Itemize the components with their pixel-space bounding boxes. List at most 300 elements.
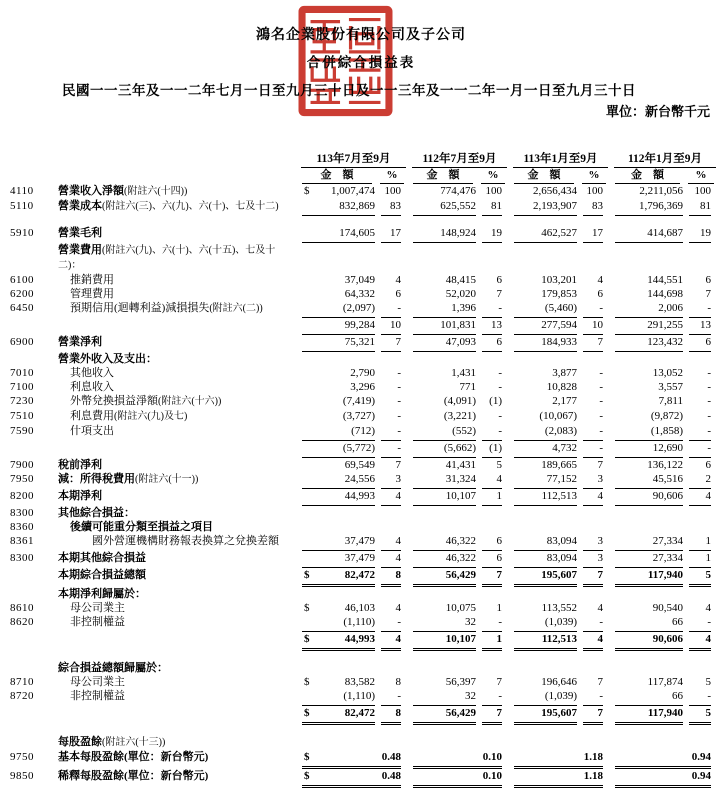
amount-cell: $ 83,582 — [304, 676, 375, 688]
percent-cell: 7 — [496, 288, 502, 300]
percent-cell: (1) — [479, 441, 510, 458]
table-row — [10, 587, 719, 601]
account-code: 6100 — [10, 274, 34, 286]
amount-cell: 148,924 — [409, 226, 479, 243]
eps-value-cell: $ 0.48 — [298, 750, 409, 769]
table-row — [10, 409, 719, 424]
amount-cell: 277,594 — [510, 318, 580, 335]
spacer-row — [10, 216, 719, 226]
account-label: 營業費用 — [58, 244, 102, 256]
percent-cell: 4 — [597, 602, 603, 614]
percent-cell: 8 — [378, 706, 409, 725]
percent-cell: 83 — [378, 199, 409, 216]
percent-cell: 6 — [597, 288, 603, 300]
amount-cell: 90,606 — [611, 632, 686, 651]
percent-cell: 7 — [395, 459, 401, 471]
dollar-sign: $ — [304, 707, 310, 719]
eps-value-cell: 0.10 — [409, 769, 510, 788]
amount-cell: 3,296 — [350, 381, 375, 393]
account-label: 什項支出 — [70, 425, 114, 437]
currency-unit: 單位：新台幣千元 — [605, 104, 710, 119]
amount-cell: 1,431 — [451, 367, 476, 379]
amount-cell: $ 44,993 — [298, 632, 378, 651]
amount-cell: (5,662) — [409, 441, 479, 458]
amount-cell: (9,872) — [650, 410, 683, 422]
amount-cell: 31,324 — [409, 472, 479, 489]
amount-cell: 771 — [459, 381, 476, 393]
percent-cell: 6 — [479, 335, 510, 352]
eps-value-cell: 0.94 — [611, 769, 719, 788]
account-label: 本期淨利 — [58, 490, 102, 502]
percent-cell: 7 — [705, 288, 711, 300]
table-row — [10, 750, 719, 769]
amount-cell: 48,415 — [445, 274, 476, 286]
account-code: 5910 — [10, 227, 34, 239]
percent-cell: 81 — [686, 199, 719, 216]
amount-cell: 83,094 — [510, 534, 580, 551]
eps-value-cell: 0.94 — [611, 750, 719, 769]
percent-cell: 4 — [705, 602, 711, 614]
company-name: 鴻名企業股份有限公司及子公司 — [256, 28, 466, 43]
amount-cell: 46,322 — [409, 551, 479, 568]
percent-cell: 4 — [395, 602, 401, 614]
account-note: (附註六(十六)) — [158, 396, 222, 407]
percent-cell: 6 — [479, 551, 510, 568]
account-code: 8300 — [10, 552, 34, 564]
dollar-sign: $ — [304, 185, 310, 197]
percent-cell: 4 — [597, 274, 603, 286]
amount-cell: (5,460) — [510, 301, 580, 318]
percent-cell: 7 — [479, 568, 510, 587]
percent-cell: 13 — [686, 318, 719, 335]
percent-cell: 2 — [686, 472, 719, 489]
amount-cell: 37,479 — [298, 534, 378, 551]
percent-cell: - — [397, 381, 401, 393]
amount-column-header: 金 額 — [298, 168, 378, 184]
percent-cell: 4 — [686, 632, 719, 651]
percent-cell: - — [599, 410, 603, 422]
percent-cell: 4 — [479, 472, 510, 489]
percent-column-header: % — [479, 168, 510, 184]
account-code: 8360 — [10, 521, 34, 533]
account-label: 外幣兌換損益淨額 — [70, 395, 158, 407]
dollar-sign: $ — [304, 751, 310, 763]
table-row — [10, 199, 719, 216]
percent-cell: 7 — [496, 676, 502, 688]
amount-cell: 37,049 — [344, 274, 375, 286]
account-code — [10, 568, 58, 587]
account-note: (附註六(十四)) — [124, 186, 188, 197]
amount-cell: (1,110) — [298, 689, 378, 706]
amount-cell: 832,869 — [298, 199, 378, 216]
account-note: (附註六(十三)) — [102, 737, 166, 748]
amount-cell: 64,332 — [344, 288, 375, 300]
amount-cell: 625,552 — [409, 199, 479, 216]
amount-cell: 45,516 — [611, 472, 686, 489]
amount-cell: 75,321 — [298, 335, 378, 352]
account-label: 國外營運機構財務報表換算之兌換差額 — [92, 535, 279, 547]
amount-cell: 10,107 — [409, 489, 479, 506]
account-label: 每股盈餘 — [58, 736, 102, 748]
percent-cell: 6 — [479, 534, 510, 551]
amount-cell: 3,877 — [552, 367, 577, 379]
eps-value-cell: 1.18 — [510, 750, 611, 769]
amount-cell: (3,727) — [342, 410, 375, 422]
amount-cell: 144,551 — [647, 274, 683, 286]
amount-cell: 44,993 — [298, 489, 378, 506]
amount-cell: 291,255 — [611, 318, 686, 335]
amount-cell: 174,605 — [298, 226, 378, 243]
percent-cell: - — [479, 301, 510, 318]
amount-cell: 144,698 — [647, 288, 683, 300]
percent-cell: 1 — [686, 551, 719, 568]
amount-cell: 41,431 — [445, 459, 476, 471]
amount-cell: (2,097) — [298, 301, 378, 318]
table-row — [10, 301, 719, 318]
percent-cell: 6 — [705, 274, 711, 286]
table-row — [10, 675, 719, 689]
percent-cell: - — [580, 441, 611, 458]
table-row — [10, 226, 719, 243]
percent-cell: - — [378, 441, 409, 458]
account-code — [10, 587, 58, 601]
account-code: 7230 — [10, 395, 34, 407]
account-label: 管理費用 — [70, 288, 114, 300]
percent-cell: 6 — [496, 274, 502, 286]
period-header: 113年1月至9月 — [510, 152, 611, 168]
account-label: 推銷費用 — [70, 274, 114, 286]
dollar-sign: $ — [304, 770, 310, 782]
period-header: 113年7月至9月 — [298, 152, 409, 168]
account-label: 綜合損益總額歸屬於： — [58, 662, 168, 674]
account-code — [10, 243, 58, 273]
amount-cell: 123,432 — [611, 335, 686, 352]
amount-cell: 117,940 — [611, 706, 686, 725]
income-statement-table — [10, 152, 719, 788]
table-row — [10, 394, 719, 409]
account-label: 預期信用(迴轉利益)減損損失 — [70, 302, 210, 314]
percent-cell: 7 — [378, 335, 409, 352]
amount-cell: $ 82,472 — [298, 568, 378, 587]
account-label: 後續可能重分類至損益之項目 — [70, 521, 213, 533]
amount-cell: 2,656,434 — [533, 185, 577, 197]
account-code: 8610 — [10, 602, 34, 614]
amount-cell: 90,540 — [652, 602, 683, 614]
percent-cell: (1) — [489, 395, 502, 407]
amount-cell: 189,665 — [541, 459, 577, 471]
percent-cell: - — [707, 381, 711, 393]
spacer-row — [10, 725, 719, 735]
amount-cell: 27,334 — [611, 534, 686, 551]
account-code: 8300 — [10, 507, 34, 519]
account-label: 稅前淨利 — [58, 459, 102, 471]
amount-cell: $ 46,103 — [304, 602, 375, 614]
percent-cell: 5 — [686, 706, 719, 725]
amount-cell: 77,152 — [510, 472, 580, 489]
spacer-row — [10, 651, 719, 661]
percent-cell: 13 — [479, 318, 510, 335]
amount-cell: (712) — [298, 424, 378, 441]
account-code — [10, 632, 58, 651]
table-row — [10, 318, 719, 335]
percent-cell: 4 — [378, 534, 409, 551]
percent-cell: - — [378, 615, 409, 632]
percent-cell: 19 — [479, 226, 510, 243]
account-code — [10, 352, 58, 366]
amount-cell: 99,284 — [298, 318, 378, 335]
amount-cell: 774,476 — [440, 185, 476, 197]
percent-cell: 1 — [479, 489, 510, 506]
percent-cell: 4 — [378, 632, 409, 651]
amount-cell: 117,940 — [611, 568, 686, 587]
amount-cell: (1,039) — [510, 615, 580, 632]
statement-title: 合併綜合損益表 — [306, 55, 416, 70]
amount-cell: 46,322 — [409, 534, 479, 551]
amount-cell: (1,110) — [298, 615, 378, 632]
amount-cell: 90,606 — [611, 489, 686, 506]
amount-cell: 27,334 — [611, 551, 686, 568]
amount-cell: $ 82,472 — [298, 706, 378, 725]
percent-cell: - — [397, 395, 401, 407]
percent-cell: - — [599, 381, 603, 393]
account-label: 本期綜合損益總額 — [58, 569, 146, 581]
account-label: 營業外收入及支出： — [58, 353, 157, 365]
account-code: 8710 — [10, 676, 34, 688]
amount-cell: 2,177 — [552, 395, 577, 407]
percent-cell: - — [580, 689, 611, 706]
amount-cell: 52,020 — [445, 288, 476, 300]
account-code: 7900 — [10, 459, 34, 471]
amount-cell: 103,201 — [541, 274, 577, 286]
amount-cell: 83,094 — [510, 551, 580, 568]
percent-cell: 10 — [580, 318, 611, 335]
company-seal-icon — [298, 5, 393, 117]
percent-cell: - — [498, 381, 502, 393]
amount-cell: 47,093 — [409, 335, 479, 352]
percent-cell: 19 — [686, 226, 719, 243]
percent-cell: - — [686, 424, 719, 441]
amount-cell: 10,828 — [546, 381, 577, 393]
statement-table-body — [10, 184, 719, 788]
percent-cell: - — [686, 615, 719, 632]
amount-cell: 1,796,369 — [611, 199, 686, 216]
account-label: 營業成本 — [58, 200, 102, 212]
percent-cell: 81 — [479, 199, 510, 216]
percent-cell: 6 — [395, 288, 401, 300]
account-label: 其他收入 — [70, 367, 114, 379]
percent-cell: - — [580, 424, 611, 441]
account-code: 9850 — [10, 770, 34, 782]
percent-cell: 3 — [580, 472, 611, 489]
percent-cell: - — [707, 410, 711, 422]
percent-cell: - — [479, 689, 510, 706]
amount-cell: (2,083) — [510, 424, 580, 441]
amount-cell: 112,513 — [510, 632, 580, 651]
account-note: (附註六(十一)) — [135, 474, 199, 485]
account-note: (附註六(三)、六(九)、六(十)、七及十二) — [102, 201, 279, 212]
percent-cell: - — [686, 689, 719, 706]
amount-cell: $ 1,007,474 — [304, 185, 375, 197]
eps-value-cell: $ 0.48 — [298, 769, 409, 788]
account-code — [10, 441, 58, 458]
account-code: 7100 — [10, 381, 34, 393]
account-note: (附註六(九)、六(十)、六(十五)、七及十二)： — [58, 245, 276, 271]
eps-value-cell: 1.18 — [510, 769, 611, 788]
account-code: 6450 — [10, 302, 34, 314]
account-code: 6900 — [10, 336, 34, 348]
percent-cell: 5 — [705, 676, 711, 688]
amount-cell: (552) — [409, 424, 479, 441]
document-header — [0, 0, 722, 119]
amount-cell: 10,107 — [409, 632, 479, 651]
dollar-sign: $ — [304, 633, 310, 645]
account-label: 母公司業主 — [70, 602, 125, 614]
percent-cell: 8 — [395, 676, 401, 688]
percent-cell: - — [397, 410, 401, 422]
amount-cell: 113,552 — [541, 602, 577, 614]
table-row — [10, 472, 719, 489]
table-row — [10, 184, 719, 199]
account-label: 本期其他綜合損益 — [58, 552, 146, 564]
account-note: (附註六(九)及七) — [114, 411, 188, 422]
account-code — [10, 706, 58, 725]
account-label: 利息收入 — [70, 381, 114, 393]
account-code: 4110 — [10, 185, 34, 197]
account-code: 7950 — [10, 473, 34, 485]
amount-cell: 117,874 — [647, 676, 683, 688]
percent-cell: 17 — [580, 226, 611, 243]
table-row — [10, 366, 719, 380]
table-row — [10, 287, 719, 301]
percent-cell: 3 — [580, 551, 611, 568]
table-row — [10, 769, 719, 788]
account-label: 營業收入淨額 — [58, 185, 124, 197]
amount-column-header: 金 額 — [510, 168, 580, 184]
table-row — [10, 689, 719, 706]
percent-cell: - — [498, 367, 502, 379]
amount-cell: 2,790 — [350, 367, 375, 379]
amount-cell: 136,122 — [647, 459, 683, 471]
dollar-sign: $ — [304, 602, 310, 614]
amount-cell: 32 — [409, 615, 479, 632]
percent-cell: 100 — [586, 185, 603, 197]
percent-cell: - — [397, 367, 401, 379]
percent-cell: 5 — [496, 459, 502, 471]
percent-cell: - — [378, 301, 409, 318]
amount-cell: 462,527 — [510, 226, 580, 243]
amount-cell: 3,557 — [658, 381, 683, 393]
account-code — [10, 318, 58, 335]
account-code: 9750 — [10, 751, 34, 763]
amount-cell: (5,772) — [298, 441, 378, 458]
percent-cell: - — [498, 410, 502, 422]
account-code: 7010 — [10, 367, 34, 379]
percent-cell: - — [378, 424, 409, 441]
table-row — [10, 506, 719, 520]
amount-cell: (7,419) — [342, 395, 375, 407]
percent-cell: - — [479, 424, 510, 441]
account-label: 營業淨利 — [58, 336, 102, 348]
period-header: 112年1月至9月 — [611, 152, 719, 168]
percent-cell: - — [599, 395, 603, 407]
amount-cell: 69,549 — [344, 459, 375, 471]
percent-cell: 1 — [479, 632, 510, 651]
percent-cell: - — [707, 395, 711, 407]
table-row — [10, 243, 719, 273]
amount-cell: (3,221) — [443, 410, 476, 422]
amount-cell: 414,687 — [611, 226, 686, 243]
amount-cell: 179,853 — [541, 288, 577, 300]
table-row — [10, 601, 719, 615]
amount-cell: 56,429 — [409, 706, 479, 725]
amount-cell: 56,429 — [409, 568, 479, 587]
amount-cell: 1,396 — [409, 301, 479, 318]
percent-cell: 3 — [378, 472, 409, 489]
amount-column-header: 金 額 — [409, 168, 479, 184]
account-label: 母公司業主 — [70, 676, 125, 688]
table-row — [10, 458, 719, 472]
account-label: 減：所得稅費用 — [58, 473, 135, 485]
account-label: 稀釋每股盈餘(單位：新台幣元) — [58, 770, 209, 782]
table-row — [10, 489, 719, 506]
account-code: 6200 — [10, 288, 34, 300]
table-row — [10, 632, 719, 651]
period-header: 112年7月至9月 — [409, 152, 510, 168]
table-row — [10, 441, 719, 458]
table-row — [10, 335, 719, 352]
amount-cell: (4,091) — [443, 395, 476, 407]
percent-cell: 1 — [686, 534, 719, 551]
period-line: 民國一一三年及一一二年七月一日至九月三十日及一一三年及一一二年一月一日至九月三十日 — [62, 83, 636, 98]
percent-cell: 10 — [378, 318, 409, 335]
table-row — [10, 380, 719, 394]
percent-cell: 17 — [378, 226, 409, 243]
percent-cell: 3 — [580, 534, 611, 551]
amount-cell: 66 — [611, 615, 686, 632]
account-code: 8361 — [10, 535, 34, 547]
amount-cell: 37,479 — [298, 551, 378, 568]
amount-cell: 112,513 — [510, 489, 580, 506]
percent-cell: 5 — [686, 568, 719, 587]
amount-cell: 196,646 — [541, 676, 577, 688]
account-code: 8200 — [10, 490, 34, 502]
amount-column-header: 金 額 — [611, 168, 686, 184]
percent-cell: 4 — [378, 489, 409, 506]
percent-cell: - — [580, 301, 611, 318]
table-row — [10, 534, 719, 551]
amount-cell: 2,211,056 — [639, 185, 683, 197]
account-code — [10, 735, 58, 750]
percent-cell: 8 — [378, 568, 409, 587]
table-row — [10, 706, 719, 725]
percent-column-header: % — [580, 168, 611, 184]
account-code: 5110 — [10, 200, 34, 212]
table-row — [10, 661, 719, 675]
table-row — [10, 735, 719, 750]
table-row — [10, 273, 719, 287]
percent-cell: 100 — [485, 185, 502, 197]
amount-cell: 4,732 — [510, 441, 580, 458]
percent-cell: 100 — [694, 185, 711, 197]
account-label: 營業毛利 — [58, 227, 102, 239]
percent-column-header: % — [378, 168, 409, 184]
account-label: 非控制權益 — [70, 690, 125, 702]
percent-cell: 4 — [580, 632, 611, 651]
table-row — [10, 551, 719, 568]
amount-cell: 13,052 — [652, 367, 683, 379]
percent-cell: - — [707, 367, 711, 379]
amount-cell: 195,607 — [510, 706, 580, 725]
